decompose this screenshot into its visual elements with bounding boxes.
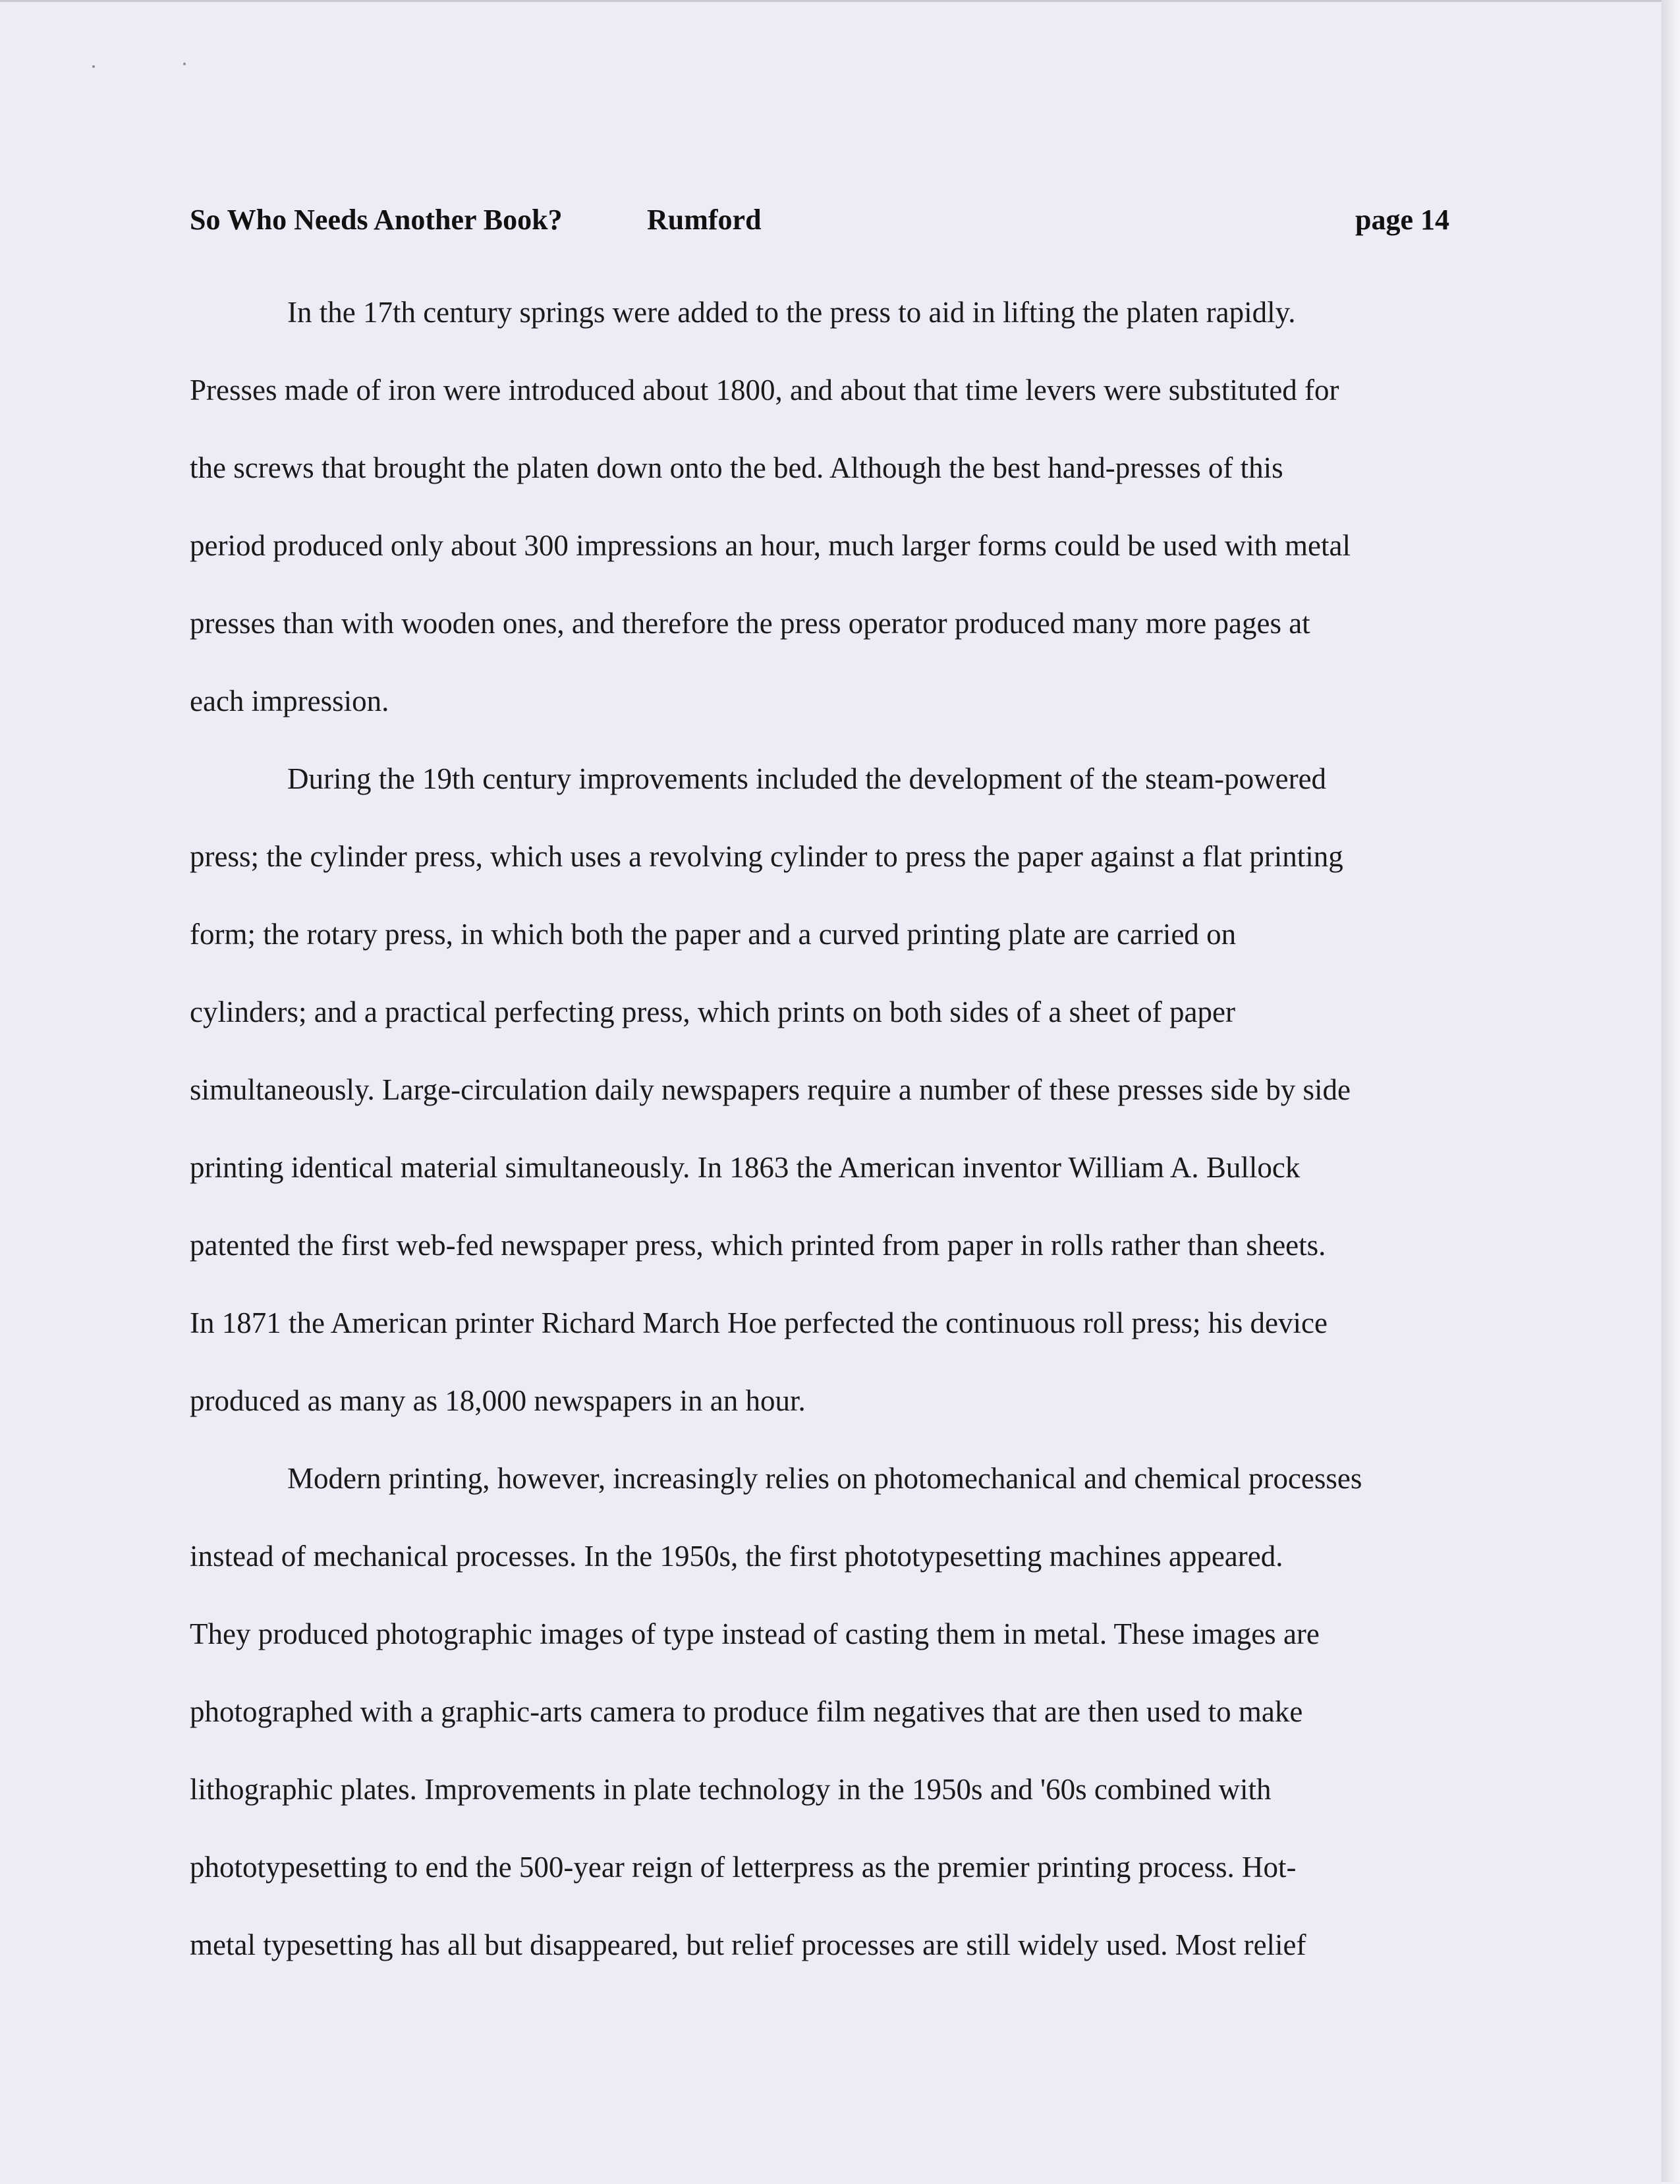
header-author: Rumford xyxy=(647,204,762,236)
paragraph-line: metal typesetting has all but disappeared, but relief processes are still widely used. Most relief xyxy=(190,1928,1306,1961)
paragraph-line: press; the cylinder press, which uses a revolving cylinder to press the paper against a flat printing xyxy=(190,840,1343,873)
paragraph-line: In the 17th century springs were added to the press to aid in lifting the platen rapidly. xyxy=(287,296,1296,329)
paragraph-line: patented the first web-fed newspaper press, which printed from paper in rolls rather than sheets. xyxy=(190,1229,1326,1262)
paragraph-line: presses than with wooden ones, and therefore the press operator produced many more pages at xyxy=(190,607,1310,640)
paragraph-line: In 1871 the American printer Richard March Hoe perfected the continuous roll press; his device xyxy=(190,1306,1328,1339)
body-text xyxy=(190,273,1468,1984)
paragraph-line: cylinders; and a practical perfecting press, which prints on both sides of a sheet of paper xyxy=(190,995,1235,1028)
paragraph-line: instead of mechanical processes. In the 1950s, the first phototypesetting machines appeared. xyxy=(190,1540,1283,1573)
paragraph-line: period produced only about 300 impressions an hour, much larger forms could be used with metal xyxy=(190,529,1351,562)
paragraph-line: the screws that brought the platen down onto the bed. Although the best hand-presses of this xyxy=(190,451,1283,484)
paragraph-line: form; the rotary press, in which both the paper and a curved printing plate are carried on xyxy=(190,918,1237,951)
running-header xyxy=(190,203,1455,242)
page-edge-shadow xyxy=(1662,0,1680,2182)
paragraph-line: Modern printing, however, increasingly relies on photomechanical and chemical processes xyxy=(287,1462,1362,1495)
paragraph-line: lithographic plates. Improvements in plate technology in the 1950s and '60s combined with xyxy=(190,1773,1272,1806)
paragraph-line: During the 19th century improvements included the development of the steam-powered xyxy=(287,762,1327,795)
header-book-title: So Who Needs Another Book? xyxy=(190,204,563,236)
paragraph-line: Presses made of iron were introduced about 1800, and about that time levers were substituted for xyxy=(190,374,1339,406)
paragraph-line: printing identical material simultaneously. In 1863 the American inventor William A. Bullock xyxy=(190,1151,1301,1184)
paragraph-line: phototypesetting to end the 500-year reign of letterpress as the premier printing process. Hot- xyxy=(190,1851,1297,1884)
paragraph-line: photographed with a graphic-arts camera to produce film negatives that are then used to make xyxy=(190,1695,1303,1728)
paragraph-line: produced as many as 18,000 newspapers in an hour. xyxy=(190,1384,806,1417)
paper-speck xyxy=(183,63,186,65)
paragraph-line: They produced photographic images of type instead of casting them in metal. These images are xyxy=(190,1617,1320,1650)
paper-speck xyxy=(92,65,95,68)
paragraph-line: simultaneously. Large-circulation daily newspapers require a number of these presses side by side xyxy=(190,1073,1351,1106)
paragraph-line: each impression. xyxy=(190,685,389,717)
header-page-number: page 14 xyxy=(1355,204,1449,236)
